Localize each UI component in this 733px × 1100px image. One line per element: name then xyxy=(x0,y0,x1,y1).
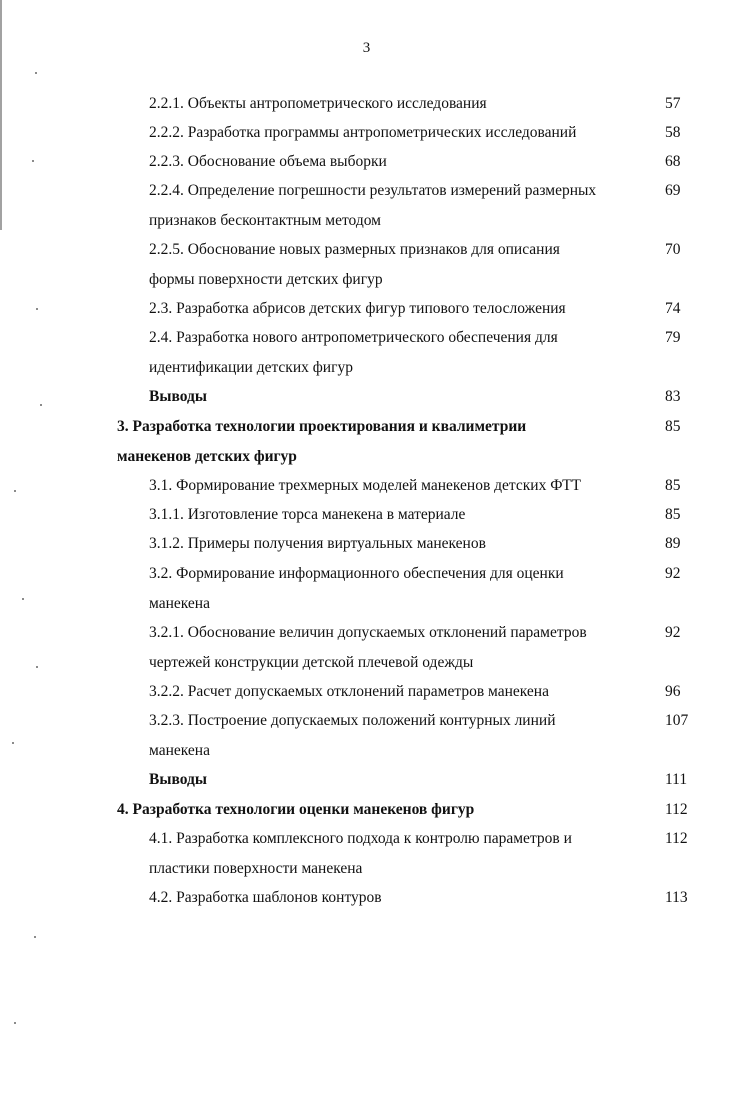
scan-speck xyxy=(34,936,36,938)
toc-entry-title: Выводы xyxy=(149,771,207,788)
toc-entry-title: манекена xyxy=(149,741,210,759)
toc-entry-title: 2.4. Разработка нового антропометрического обеспечения для xyxy=(149,329,558,346)
toc-entry-title: 3.1.1. Изготовление торса манекена в материале xyxy=(149,506,466,523)
toc-page-number: 69 xyxy=(665,182,681,199)
toc-entry-title: 3.1.2. Примеры получения виртуальных манекенов xyxy=(149,535,486,552)
toc-page-number: 83 xyxy=(665,388,681,405)
toc-entry-title: 2.2.2. Разработка программы антропометрических исследований xyxy=(149,124,577,141)
page-number: 3 xyxy=(362,40,371,56)
toc-entry-title: 4.1. Разработка комплексного подхода к контролю параметров и xyxy=(149,830,572,847)
toc-entry-title: манекена xyxy=(149,594,210,612)
toc-entry-title: 2.3. Разработка абрисов детских фигур типового телосложения xyxy=(149,300,566,317)
toc-page-number: 107 xyxy=(665,712,689,729)
toc-entry-title: 4. Разработка технологии оценки манекенов фигур xyxy=(117,801,475,818)
toc-page-number: 89 xyxy=(665,535,681,552)
scan-speck xyxy=(36,666,38,668)
scan-speck xyxy=(35,72,37,74)
scan-speck xyxy=(14,490,16,492)
toc-entry-title: Выводы xyxy=(149,388,207,405)
toc-page-number: 85 xyxy=(665,418,681,435)
toc-page-number: 74 xyxy=(665,300,681,317)
scan-speck xyxy=(14,1022,16,1024)
toc-entry-title: 3.2.1. Обоснование величин допускаемых отклонений параметров xyxy=(149,624,587,641)
scan-speck xyxy=(32,160,34,162)
scan-speck xyxy=(36,308,38,310)
toc-entry-title: 3. Разработка технологии проектирования и квалиметрии xyxy=(117,418,527,435)
toc-entry-title: пластики поверхности манекена xyxy=(149,859,363,877)
toc-entry-title: манекенов детских фигур xyxy=(117,447,297,465)
toc-page-number: 111 xyxy=(665,771,688,788)
toc-page-number: 68 xyxy=(665,153,681,170)
toc-entry-title: идентификации детских фигур xyxy=(149,358,353,376)
toc-entry-title: 3.1. Формирование трехмерных моделей манекенов детских ФТТ xyxy=(149,477,582,494)
toc-page-number: 79 xyxy=(665,329,681,346)
scan-speck xyxy=(40,404,42,406)
toc-entry-title: признаков бесконтактным методом xyxy=(149,211,381,229)
toc-entry-title: 2.2.1. Объекты антропометрического исследования xyxy=(149,95,487,112)
toc-page-number: 113 xyxy=(665,889,688,906)
toc-page-number: 70 xyxy=(665,241,681,258)
toc-page-number: 112 xyxy=(665,830,688,847)
toc-page-number: 85 xyxy=(665,477,681,494)
toc-entry-title: 2.2.3. Обоснование объема выборки xyxy=(149,153,387,170)
toc-page-number: 112 xyxy=(665,801,688,818)
scan-speck xyxy=(12,742,14,744)
toc-page-number: 85 xyxy=(665,506,681,523)
toc-page-number: 57 xyxy=(665,95,681,112)
toc-entry-title: формы поверхности детских фигур xyxy=(149,270,383,288)
toc-entry-title: 3.2. Формирование информационного обеспечения для оценки xyxy=(149,565,564,582)
toc-entry-title: чертежей конструкции детской плечевой одежды xyxy=(149,653,474,671)
toc-entry-title: 3.2.3. Построение допускаемых положений контурных линий xyxy=(149,712,556,729)
toc-entry-title: 2.2.4. Определение погрешности результатов измерений размерных xyxy=(149,182,597,199)
toc-page-number: 92 xyxy=(665,565,681,582)
toc-page-number: 96 xyxy=(665,683,681,700)
scan-speck xyxy=(22,598,24,600)
scan-edge-artifact xyxy=(0,0,2,230)
toc-page-number: 92 xyxy=(665,624,681,641)
toc-entry-title: 3.2.2. Расчет допускаемых отклонений параметров манекена xyxy=(149,683,549,700)
toc-entry-title: 4.2. Разработка шаблонов контуров xyxy=(149,889,382,906)
toc-page-number: 58 xyxy=(665,124,681,141)
toc-entry-title: 2.2.5. Обоснование новых размерных признаков для описания xyxy=(149,241,560,258)
